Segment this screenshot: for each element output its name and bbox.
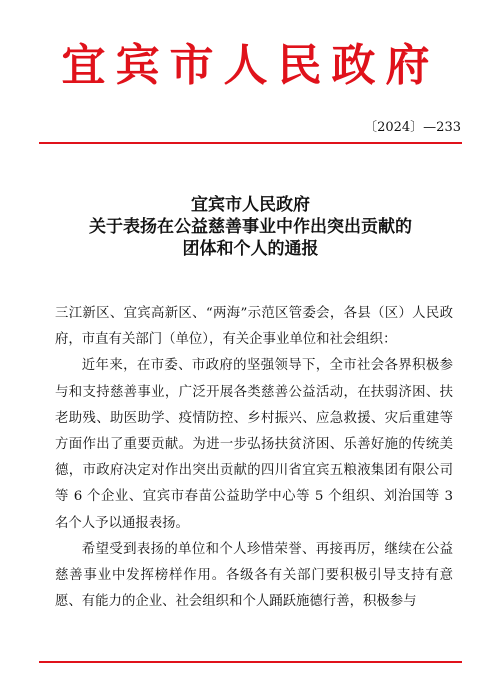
paragraph-1: 近年来，在市委、市政府的坚强领导下，全市社会各界积极参与和支持慈善事业，广泛开展各类慈善公益活动，在扶弱济困、扶老助残、助医助学、疫情防控、乡村振兴、应急救援、灾后重建等方面作出了重要贡献。为进一步弘扬扶贫济困、乐善好施的传统美德，市政府决定对作出突出贡献的四川省宜宾五粮液集团有限公司等 6 个企业、宜宾市春苗公益助学中心等 5 个组织、刘治国等 3 名个人予以通报表扬。 [55, 358, 453, 531]
notice-body [55, 301, 453, 615]
salutation: 三江新区、宜宾高新区、“两海”示范区管委会，各县（区）人民政府，市直有关部门（单位），有关企事业单位和社会组织： [55, 306, 453, 348]
notice-title-line-1: 宜宾市人民政府 [191, 195, 310, 215]
bottom-red-rule [39, 661, 462, 663]
notice-title-line-3: 团体和个人的通报 [182, 239, 319, 259]
document-number: 〔2024〕—233 [364, 120, 461, 135]
masthead-title: 宜宾市人民政府 [61, 40, 440, 91]
notice-title-line-2: 关于表扬在公益慈善事业中作出突出贡献的 [89, 217, 412, 237]
paragraph-2: 希望受到表扬的单位和个人珍惜荣誉、再接再厉，继续在公益慈善事业中发挥榜样作用。各级各有关部门要积极引导支持有意愿、有能力的企业、社会组织和个人踊跃施德行善，积极参与 [55, 541, 453, 610]
top-red-rule [39, 142, 462, 144]
notice-title [0, 194, 501, 260]
